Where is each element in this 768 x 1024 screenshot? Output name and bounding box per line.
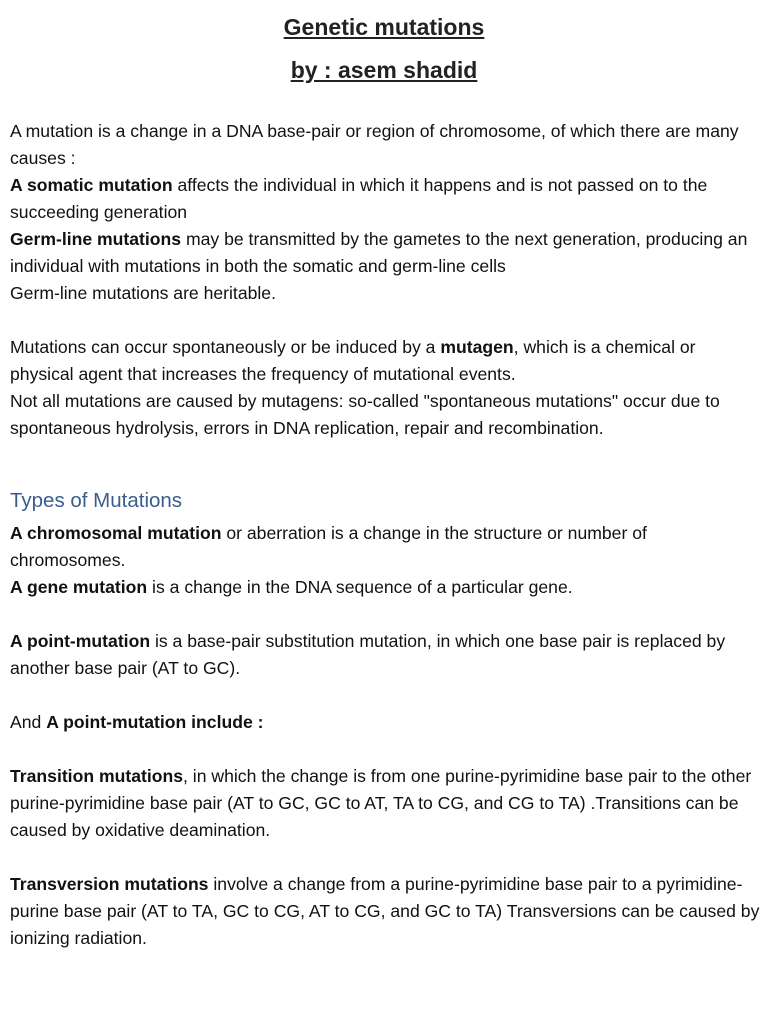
section-heading-types: Types of Mutations [10,489,183,512]
germline-heritable: Germ-line mutations are heritable. [10,283,276,303]
intro-paragraph: A mutation is a change in a DNA base-pair or region of chromosome, of which there are many causes : [10,121,739,168]
spacer [10,601,760,628]
germline-text: may be transmitted by the gametes to the next generation, producing an individual with mutations in both the somatic and germ-line cells [10,229,748,276]
chromosomal-term: A chromosomal mutation [10,523,222,543]
chromosomal-text: or aberration is a change in the structure or number of chromosomes. [10,523,647,570]
transition-term: Transition mutations [10,766,184,786]
somatic-text: affects the individual in which it happens and is not passed on to the succeeding generation [10,175,708,222]
mutagen-text-after: , which is a chemical or physical agent that increases the frequency of mutational events. [10,337,696,384]
spacer [10,307,760,334]
point-mutation-paragraph [10,628,760,682]
document-title: Genetic mutations [283,14,485,40]
transversion-text: involve a change from a purine-pyrimidine base pair to a pyrimidine-purine base pair (AT to TA, GC to CG, AT to CG, and GC to TA) Transversions can be caused by ionizing radiation. [10,874,760,948]
include-prefix: And [10,712,47,732]
somatic-term: A somatic mutation [10,175,173,195]
gene-term: A gene mutation [10,577,148,597]
point-include-line [10,709,760,736]
germline-term: Germ-line mutations [10,229,182,249]
chromosomal-paragraph [10,520,760,574]
document-body [10,118,760,952]
spacer [10,736,760,763]
point-mutation-term: A point-mutation [10,631,151,651]
document-author: by : asem shadid [290,57,478,83]
germline-paragraph [10,226,760,280]
spacer [10,442,760,486]
point-mutation-text: is a base-pair substitution mutation, in which one base pair is replaced by another base pair (AT to GC). [10,631,726,678]
transition-text: , in which the change is from one purine-pyrimidine base pair to the other purine-pyrimidine base pair (AT to GC, GC to AT, TA to CG, and CG to TA) .Transitions can be caused by oxidative deamination. [10,766,752,840]
gene-text: is a change in the DNA sequence of a particular gene. [147,577,573,597]
spontaneous-paragraph: Not all mutations are caused by mutagens: so-called "spontaneous mutations" occur due to spontaneous hydrolysis, errors in DNA replication, repair and recombination. [10,391,720,438]
include-term: A point-mutation include : [46,712,264,732]
transition-paragraph [10,763,760,844]
mutagen-term: mutagen [440,337,514,357]
transversion-term: Transversion mutations [10,874,209,894]
transversion-paragraph [10,871,760,952]
gene-paragraph [10,574,760,601]
somatic-paragraph [10,172,760,226]
mutagen-text-before: Mutations can occur spontaneously or be induced by a [10,337,441,357]
spacer [10,844,760,871]
spacer [10,682,760,709]
mutagen-paragraph [10,334,760,388]
